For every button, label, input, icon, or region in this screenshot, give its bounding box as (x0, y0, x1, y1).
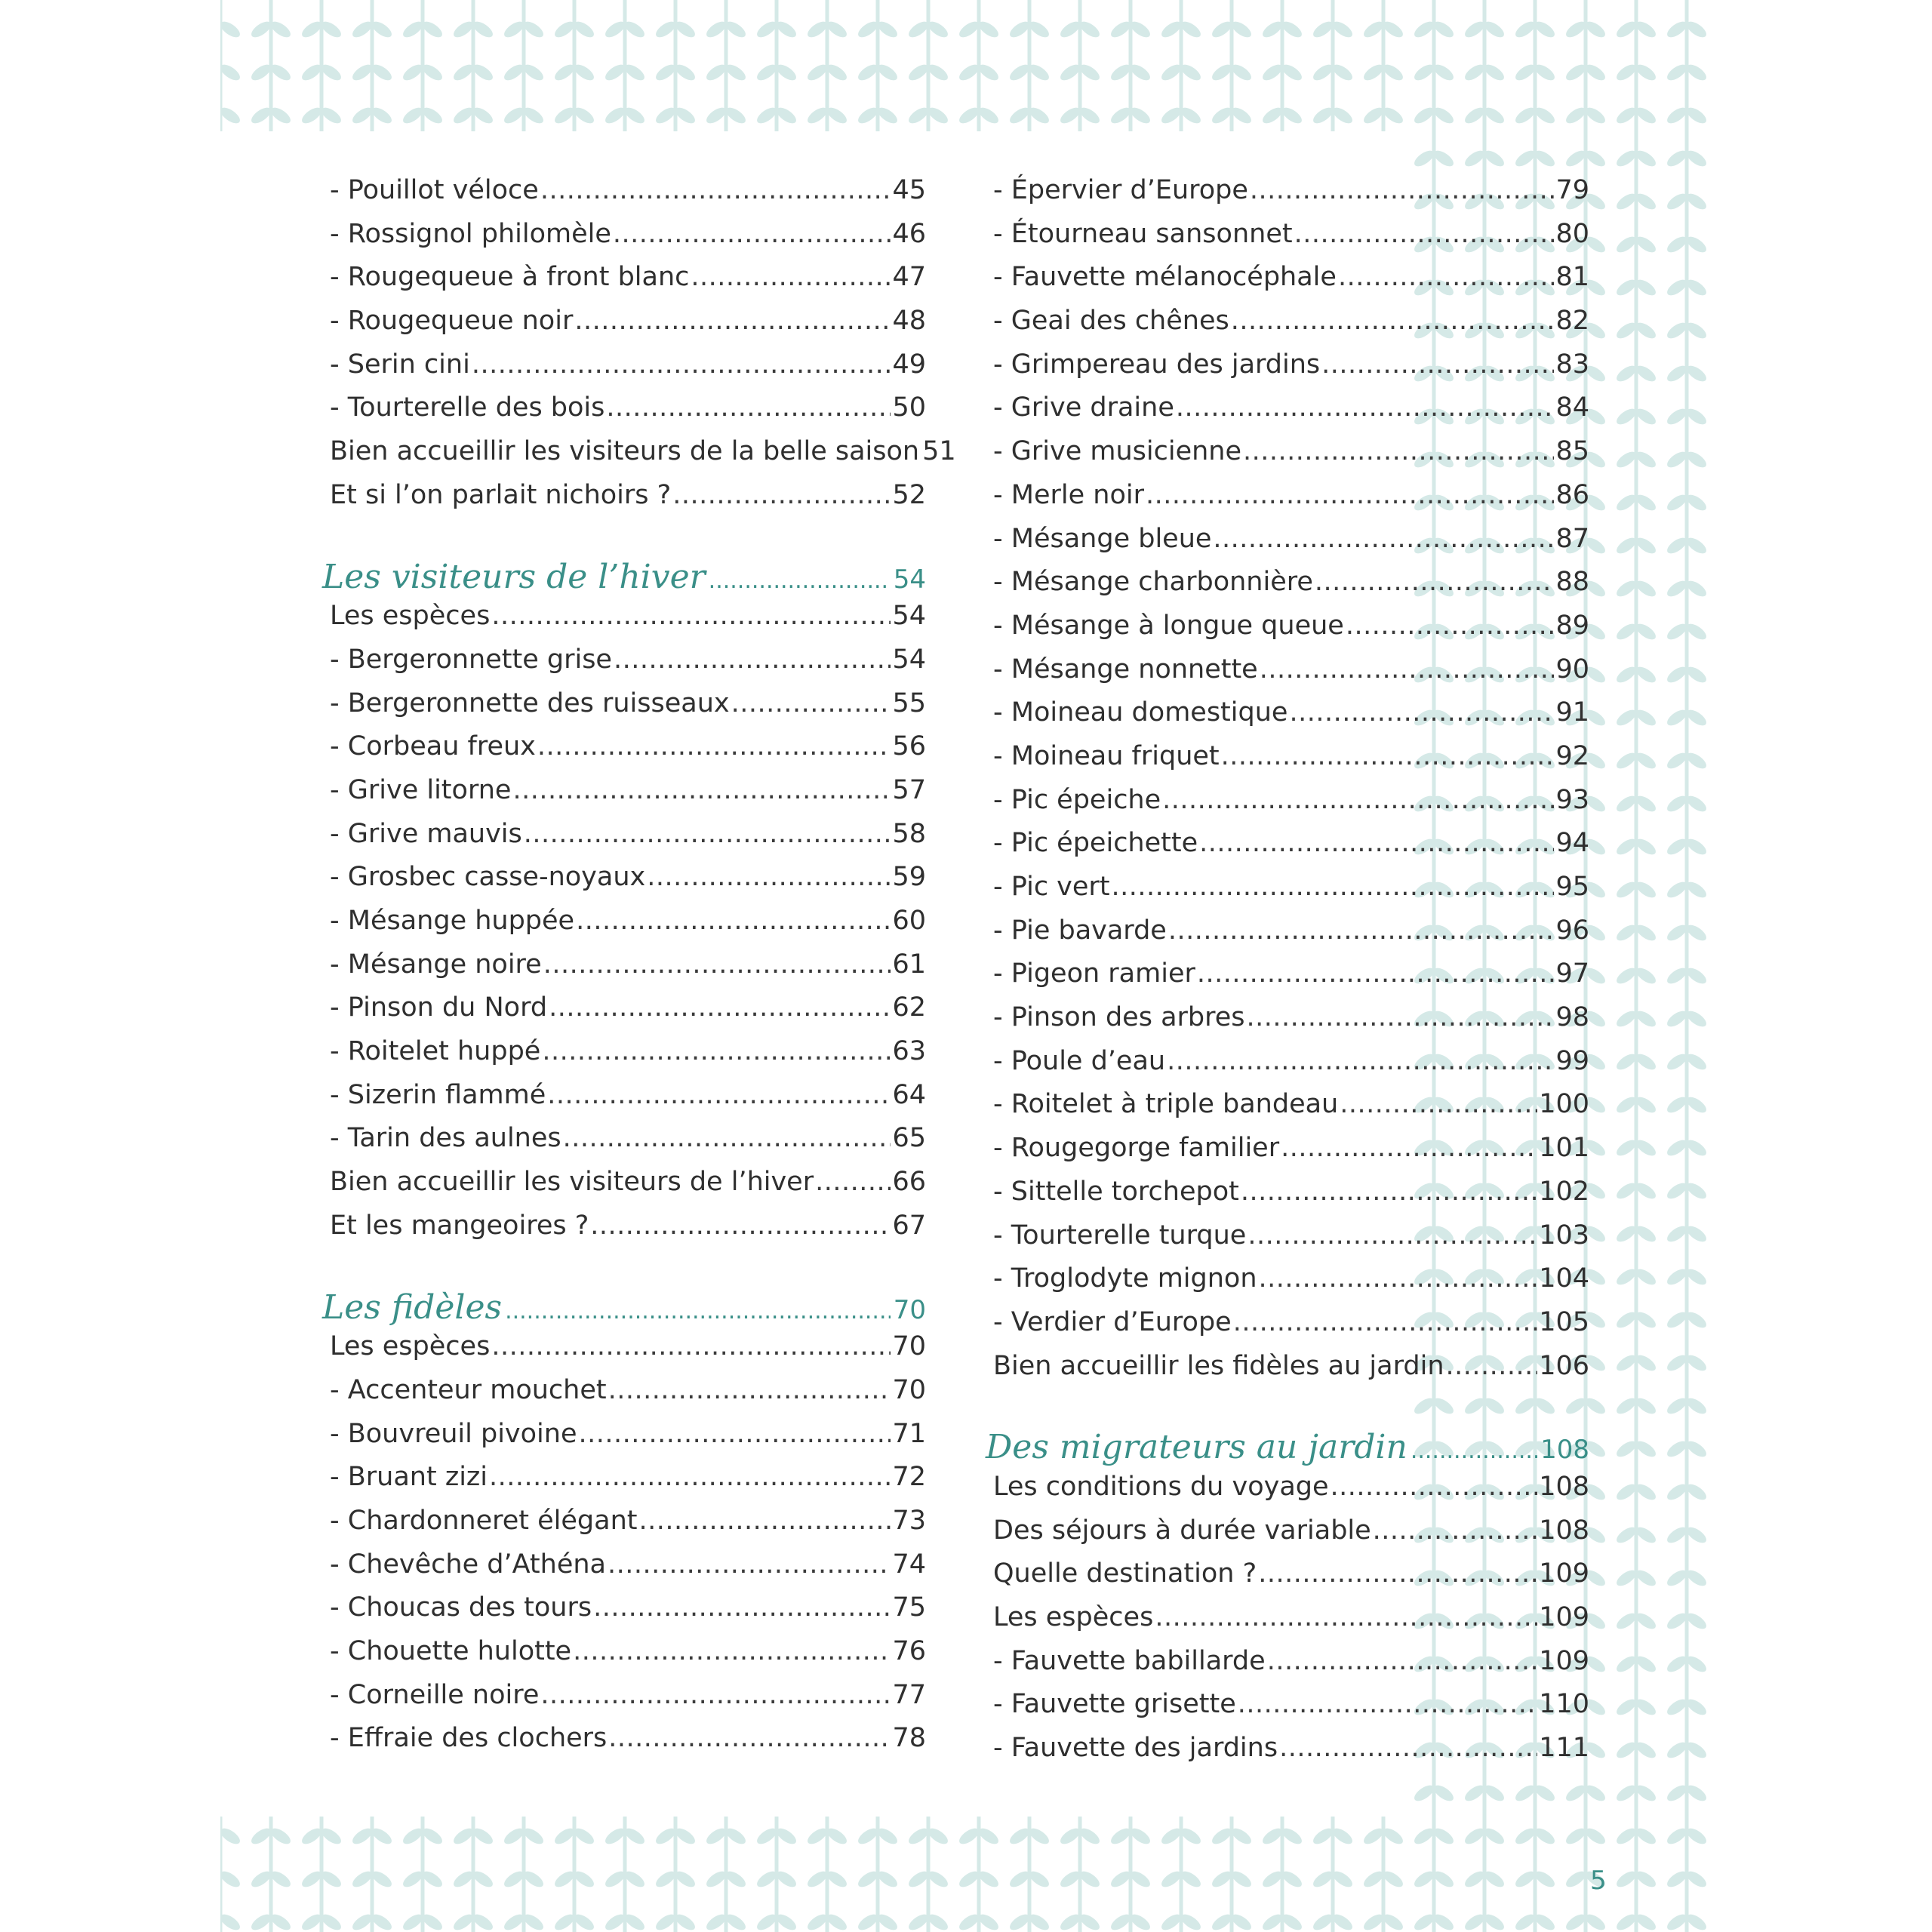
page-ref: 98 (1555, 1002, 1589, 1033)
toc-entry (993, 1133, 1589, 1177)
dot-leader (563, 1123, 891, 1153)
dot-leader (1279, 1733, 1537, 1763)
page-ref: 94 (1555, 828, 1589, 859)
toc-entry (993, 1733, 1589, 1777)
toc-entry (330, 349, 926, 393)
dot-leader (1331, 1472, 1538, 1502)
entry-label: - Pie bavarde (993, 915, 1167, 946)
entry-label: - Grive draine (993, 392, 1174, 423)
toc-entry (993, 1046, 1589, 1090)
page-ref: 70 (892, 1331, 926, 1362)
toc-entry (330, 1331, 926, 1375)
entry-label: - Étourneau sansonnet (993, 218, 1293, 249)
entry-label: - Roitelet à triple bandeau (993, 1089, 1339, 1120)
toc-entry (330, 1375, 926, 1419)
toc-entry (330, 1592, 926, 1636)
page-ref: 57 (892, 774, 926, 805)
dot-leader (1243, 436, 1554, 466)
toc-entry (330, 949, 926, 993)
entry-label: - Pic vert (993, 872, 1110, 902)
dot-leader (1167, 1046, 1554, 1076)
toc-entry (330, 219, 926, 263)
entry-label: Et les mangeoires ? (330, 1210, 589, 1241)
entry-label: Quelle destination ? (993, 1558, 1257, 1589)
entry-label: - Pic épeichette (993, 828, 1198, 859)
dot-leader (1340, 1089, 1537, 1119)
page-ref: 46 (892, 218, 926, 249)
page-ref: 50 (892, 392, 926, 423)
dot-leader (1267, 1646, 1538, 1676)
page-ref: 47 (892, 262, 926, 293)
entry-label: - Pouillot véloce (330, 175, 539, 205)
dot-leader (1259, 1263, 1538, 1294)
dot-leader (573, 1636, 891, 1666)
entry-label: - Rougegorge familier (993, 1133, 1280, 1164)
dot-leader (543, 949, 891, 980)
dot-leader (1238, 1689, 1537, 1719)
toc-entry (993, 1177, 1589, 1220)
page-ref: 102 (1539, 1176, 1589, 1207)
entry-label: Bien accueillir les visiteurs de l’hiver (330, 1167, 814, 1198)
dot-leader (639, 1506, 891, 1536)
toc-entry (993, 611, 1589, 654)
page-ref: 71 (892, 1418, 926, 1449)
dot-leader (691, 262, 891, 292)
dot-leader (1162, 785, 1554, 815)
entry-label: - Pigeon ramier (993, 958, 1195, 989)
page-ref: 88 (1555, 567, 1589, 598)
entry-label: Des séjours à durée variable (993, 1515, 1371, 1546)
page-ref: 45 (892, 175, 926, 205)
page-ref: 67 (892, 1210, 926, 1241)
page-ref: 54 (892, 601, 926, 632)
entry-label: - Fauvette grisette (993, 1689, 1236, 1720)
toc-entry (993, 349, 1589, 393)
dot-leader (505, 1298, 891, 1324)
dot-leader (614, 645, 891, 675)
entry-label: - Fauvette babillarde (993, 1645, 1266, 1676)
toc-entry (330, 1167, 926, 1211)
page-ref: 90 (1555, 654, 1589, 685)
entry-label: - Bruant zizi (330, 1462, 488, 1493)
dot-leader (1294, 219, 1555, 249)
entry-label: - Fauvette des jardins (993, 1733, 1278, 1764)
toc-entry (330, 1036, 926, 1080)
page-ref: 72 (892, 1462, 926, 1493)
page-ref: 49 (892, 349, 926, 380)
page-ref: 85 (1555, 436, 1589, 467)
entry-label: - Chouette hulotte (330, 1636, 572, 1666)
toc-entry (330, 731, 926, 775)
page-ref: 100 (1539, 1089, 1589, 1120)
page-ref: 110 (1539, 1689, 1589, 1720)
page-ref: 77 (892, 1679, 926, 1710)
page-ref: 93 (1555, 784, 1589, 815)
entry-label: - Troglodyte mignon (993, 1263, 1257, 1294)
page-ref: 96 (1555, 915, 1589, 946)
page-ref: 80 (1555, 218, 1589, 249)
dot-leader (1260, 654, 1555, 685)
dot-leader (590, 1211, 891, 1241)
dot-leader (1155, 1602, 1537, 1632)
toc-entry (993, 915, 1589, 959)
toc-section-heading (322, 557, 926, 601)
toc-entry (993, 872, 1589, 915)
toc-entry (993, 1472, 1589, 1515)
dot-leader (1321, 349, 1554, 380)
page-ref: 65 (892, 1123, 926, 1154)
dot-leader (672, 480, 891, 510)
toc-entry (993, 1002, 1589, 1046)
page-ref: 84 (1555, 392, 1589, 423)
dot-leader (608, 1549, 891, 1580)
entry-label: - Fauvette mélanocéphale (993, 262, 1337, 293)
toc-entry (330, 436, 956, 480)
dot-leader (608, 1723, 891, 1753)
page-ref: 108 (1539, 1471, 1589, 1502)
page-ref: 92 (1555, 740, 1589, 771)
page-ref: 75 (892, 1592, 926, 1623)
toc-column-right (986, 175, 1589, 1777)
page-ref: 105 (1539, 1306, 1589, 1337)
toc-entry (993, 697, 1589, 741)
dot-leader (1197, 958, 1555, 989)
toc-entry (993, 1558, 1589, 1602)
entry-label: - Moineau friquet (993, 740, 1220, 771)
page-ref: 76 (892, 1636, 926, 1666)
entry-label: Et si l’on parlait nichoirs ? (330, 479, 672, 510)
entry-label: - Sizerin flammé (330, 1079, 546, 1110)
toc-section-heading (322, 1287, 926, 1332)
dot-leader (1241, 1177, 1537, 1207)
toc-entry (993, 1689, 1589, 1733)
entry-label: - Corneille noire (330, 1679, 540, 1710)
entry-label: - Pinson des arbres (993, 1002, 1245, 1033)
entry-label: - Mésange noire (330, 949, 542, 980)
dot-leader (576, 906, 891, 936)
dot-leader (731, 688, 891, 718)
toc-entry (330, 862, 926, 906)
toc-entry (993, 741, 1589, 785)
page-ref: 79 (1555, 175, 1589, 205)
entry-label: - Choucas des tours (330, 1592, 592, 1623)
entry-label: Les espèces (330, 1331, 491, 1362)
dot-leader (1247, 1002, 1555, 1032)
dot-leader (593, 1592, 891, 1623)
entry-label: - Effraie des clochers (330, 1723, 608, 1754)
page-ref: 103 (1539, 1220, 1589, 1251)
toc-entry (330, 688, 926, 732)
page-ref: 70 (893, 1294, 926, 1325)
dot-leader (1233, 1307, 1537, 1337)
toc-entry (993, 1515, 1589, 1559)
toc-entry (330, 480, 926, 524)
page-ref: 108 (1539, 1515, 1589, 1546)
toc-entry (330, 392, 926, 436)
entry-label: - Mésange charbonnière (993, 567, 1313, 598)
entry-label: - Sittelle torchepot (993, 1176, 1239, 1207)
entry-label: - Rougequeue noir (330, 306, 574, 337)
dot-leader (1411, 1438, 1537, 1464)
toc-entry (330, 1636, 926, 1680)
toc-entry (330, 1549, 926, 1593)
page-ref: 81 (1555, 262, 1589, 293)
entry-label: - Chevêche d’Athéna (330, 1549, 606, 1580)
entry-label: Les conditions du voyage (993, 1471, 1329, 1502)
page-ref: 78 (892, 1723, 926, 1754)
page-ref: 83 (1555, 349, 1589, 380)
toc-entry (993, 175, 1589, 219)
toc-entry (330, 645, 926, 688)
page-ref: 64 (892, 1079, 926, 1110)
dot-leader (815, 1167, 891, 1197)
toc-entry (993, 524, 1589, 568)
dot-leader (524, 819, 891, 849)
page-ref: 63 (892, 1036, 926, 1067)
toc-entry (330, 306, 926, 349)
dot-leader (1231, 306, 1555, 336)
dot-leader (491, 601, 891, 631)
page-ref: 111 (1539, 1733, 1589, 1764)
dot-leader (1315, 567, 1555, 597)
toc-entry (993, 219, 1589, 263)
toc-entry (993, 1089, 1589, 1133)
toc-entry (993, 1263, 1589, 1307)
toc-entry (330, 1680, 926, 1724)
toc-column-left (322, 175, 956, 1767)
toc-entry (330, 775, 926, 819)
entry-label: - Pic épeiche (993, 784, 1161, 815)
dot-leader (491, 1331, 891, 1361)
entry-label: - Rossignol philomèle (330, 218, 611, 249)
dot-leader (489, 1462, 891, 1492)
entry-label: - Grive litorne (330, 774, 512, 805)
toc-entry (993, 1220, 1589, 1264)
section-title: Les visiteurs de l’hiver (322, 557, 706, 596)
dot-leader (574, 306, 891, 336)
entry-label: - Tourterelle turque (993, 1220, 1247, 1251)
toc-entry (330, 262, 926, 306)
dot-leader (613, 219, 891, 249)
entry-label: - Mésange à longue queue (993, 610, 1344, 641)
entry-label: - Bergeronnette des ruisseaux (330, 688, 730, 718)
toc-entry (330, 175, 926, 219)
dot-leader (540, 1680, 891, 1710)
entry-label: - Rougequeue à front blanc (330, 262, 690, 293)
entry-label: - Corbeau freux (330, 731, 536, 762)
dot-leader (1289, 697, 1554, 728)
dot-leader (1250, 175, 1555, 205)
dot-leader (1112, 872, 1555, 902)
entry-label: Bien accueillir les visiteurs de la belle saison (330, 436, 920, 467)
page-ref: 61 (892, 949, 926, 980)
page-number: 5 (1590, 1866, 1607, 1896)
toc-entry (330, 1462, 926, 1506)
entry-label: - Mésange huppée (330, 906, 575, 936)
entry-label: - Grimpereau des jardins (993, 349, 1321, 380)
entry-label: - Accenteur mouchet (330, 1374, 607, 1405)
page-ref: 108 (1540, 1435, 1589, 1466)
dot-leader (709, 568, 891, 594)
entry-label: - Grive mauvis (330, 818, 522, 849)
entry-label: - Tourterelle des bois (330, 392, 605, 423)
page-ref: 73 (892, 1505, 926, 1536)
entry-label: - Merle noir (993, 479, 1144, 510)
toc-entry (993, 828, 1589, 872)
page-ref: 59 (892, 862, 926, 893)
toc-entry (330, 601, 926, 645)
dot-leader (1346, 611, 1555, 641)
dot-leader (1146, 480, 1554, 510)
dot-leader (512, 775, 891, 805)
dot-leader (537, 731, 891, 761)
entry-label: - Moineau domestique (993, 697, 1288, 728)
entry-label: - Mésange nonnette (993, 654, 1258, 685)
page-ref: 106 (1539, 1350, 1589, 1381)
entry-label: - Verdier d’Europe (993, 1306, 1232, 1337)
dot-leader (540, 175, 891, 205)
entry-label: - Bergeronnette grise (330, 644, 612, 675)
dot-leader (1446, 1351, 1538, 1381)
toc-entry (993, 480, 1589, 524)
dot-leader (1373, 1515, 1538, 1546)
page-ref: 60 (892, 906, 926, 936)
toc-entry (993, 436, 1589, 480)
entry-label: - Poule d’eau (993, 1045, 1166, 1076)
page-ref: 87 (1555, 523, 1589, 554)
entry-label: - Mésange bleue (993, 523, 1212, 554)
page-ref: 109 (1539, 1602, 1589, 1632)
toc-entry (330, 1211, 926, 1254)
toc-entry (993, 392, 1589, 436)
dot-leader (606, 392, 891, 423)
toc-entry (330, 1123, 926, 1167)
toc-entry (993, 1602, 1589, 1646)
dot-leader (1258, 1558, 1537, 1589)
toc-entry (993, 1351, 1589, 1395)
page-ref: 51 (922, 436, 956, 467)
dot-leader (1199, 828, 1554, 858)
entry-label: - Serin cini (330, 349, 470, 380)
page-ref: 89 (1555, 610, 1589, 641)
entry-label: Les espèces (330, 601, 491, 632)
page-ref: 109 (1539, 1558, 1589, 1589)
toc-entry (330, 819, 926, 863)
dot-leader (549, 992, 891, 1023)
entry-label: - Tarin des aulnes (330, 1123, 561, 1154)
entry-label: - Roitelet huppé (330, 1036, 541, 1067)
dot-leader (579, 1419, 891, 1449)
toc-entry (993, 1307, 1589, 1351)
toc-section-heading (986, 1428, 1589, 1472)
toc-entry (330, 1080, 926, 1124)
page-ref: 74 (892, 1549, 926, 1580)
page-ref: 104 (1539, 1263, 1589, 1294)
page-ref: 101 (1539, 1133, 1589, 1164)
page-ref: 52 (892, 479, 926, 510)
page-ref: 82 (1555, 306, 1589, 337)
entry-label: Bien accueillir les fidèles au jardin (993, 1350, 1444, 1381)
entry-label: - Pinson du Nord (330, 992, 548, 1023)
toc-entry (330, 906, 926, 949)
entry-label: - Épervier d’Europe (993, 175, 1248, 205)
dot-leader (547, 1080, 891, 1110)
toc-entry (993, 654, 1589, 698)
page-ref: 48 (892, 306, 926, 337)
toc-entry (993, 958, 1589, 1002)
page-ref: 70 (892, 1374, 926, 1405)
toc-entry (993, 262, 1589, 306)
entry-label: Les espèces (993, 1602, 1154, 1632)
toc-entry (993, 567, 1589, 611)
toc-entry (330, 1506, 926, 1549)
dot-leader (608, 1375, 891, 1405)
toc-entry (330, 1419, 926, 1463)
section-title: Des migrateurs au jardin (986, 1428, 1407, 1467)
section-title: Les fidèles (322, 1287, 503, 1327)
entry-label: - Grive musicienne (993, 436, 1241, 467)
dot-leader (1168, 915, 1555, 946)
page-ref: 97 (1555, 958, 1589, 989)
dot-leader (1338, 262, 1555, 292)
page-ref: 95 (1555, 872, 1589, 902)
entry-label: - Bouvreuil pivoine (330, 1418, 577, 1449)
page-ref: 54 (893, 564, 926, 595)
page-ref: 91 (1555, 697, 1589, 728)
page-ref: 58 (892, 818, 926, 849)
page-ref: 86 (1555, 479, 1589, 510)
toc-entry (993, 1646, 1589, 1690)
page-ref: 56 (892, 731, 926, 762)
entry-label: - Chardonneret élégant (330, 1505, 638, 1536)
page-ref: 99 (1555, 1045, 1589, 1076)
dot-leader (1247, 1220, 1537, 1251)
dot-leader (1221, 741, 1555, 771)
dot-leader (647, 862, 891, 892)
dot-leader (1213, 524, 1554, 554)
dot-leader (1176, 392, 1555, 423)
toc-entry (330, 992, 926, 1036)
page-ref: 54 (892, 644, 926, 675)
entry-label: - Grosbec casse-noyaux (330, 862, 646, 893)
dot-leader (542, 1036, 891, 1066)
page-ref: 109 (1539, 1645, 1589, 1676)
toc-entry (993, 306, 1589, 349)
page-ref: 55 (892, 688, 926, 718)
page-ref: 62 (892, 992, 926, 1023)
toc-entry (993, 785, 1589, 829)
dot-leader (472, 349, 891, 380)
entry-label: - Geai des chênes (993, 306, 1229, 337)
dot-leader (1281, 1133, 1537, 1163)
toc-entry (330, 1723, 926, 1767)
page-ref: 66 (892, 1167, 926, 1198)
